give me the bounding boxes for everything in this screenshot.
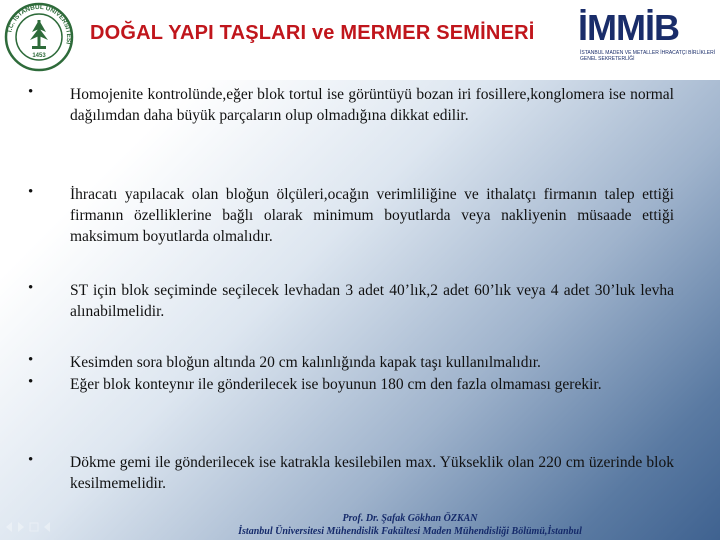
- slide-header: [0, 0, 720, 80]
- bullet-text: Homojenite kontrolünde,eğer blok tortul ise görüntüyü bozan iri fosillere,konglomera ise normal dağılımdan daha büyük parçaların olup olmadığına dikkat edilir.: [70, 86, 674, 124]
- bullet-marker: •: [28, 84, 34, 100]
- svg-text:T.C. İSTANBUL ÜNİVERSİTESİ: T.C. İSTANBUL ÜNİVERSİTESİ: [6, 3, 73, 45]
- bullet-marker: •: [28, 280, 34, 296]
- slide-footer: [110, 512, 710, 538]
- bullet-text: ST için blok seçiminde seçilecek levhadan 3 adet 40’lık,2 adet 60’lık veya 4 adet 30’luk levha alınabilmelidir.: [70, 282, 674, 320]
- immib-wordmark: İMMİB: [578, 7, 679, 48]
- footer-author: Prof. Dr. Şafak Gökhan ÖZKAN: [342, 513, 478, 524]
- svg-text:1453: 1453: [32, 53, 46, 59]
- bullet-text: Dökme gemi ile gönderilecek ise katrakla kesilebilen max. Yükseklik olan 220 cm üzerinde blok kesilmemelidir.: [70, 454, 674, 492]
- bullet-text: Kesimden sora bloğun altında 20 cm kalınlığında kapak taşı kullanılmalıdır.: [70, 354, 541, 371]
- university-seal-icon: [4, 2, 74, 72]
- bullet-marker: •: [28, 374, 34, 390]
- bullet-text: İhracatı yapılacak olan bloğun ölçüleri,ocağın verimliliğine ve ithalatçı firmanın talep ettiği firmanın özelliklerine bağlı olarak minimum boyutlarda veya nakliyenin müsaade ettiği maksimum boyutlarda olmalıdır.: [70, 186, 674, 245]
- bullet-text: Eğer blok konteynır ile gönderilecek ise boyunun 180 cm den fazla olmaması gerekir.: [70, 376, 602, 393]
- bullet-marker: •: [28, 184, 34, 200]
- slide-nav-icons[interactable]: [4, 520, 84, 534]
- slide-title: DOĞAL YAPI TAŞLARI ve MERMER SEMİNERİ: [90, 22, 535, 44]
- bullet-marker: •: [28, 452, 34, 468]
- footer-affiliation: İstanbul Üniversitesi Mühendislik Fakültesi Maden Mühendisliği Bölümü,İstanbul: [238, 526, 582, 537]
- bullet-marker: •: [28, 352, 34, 368]
- immib-logo: [578, 8, 718, 70]
- immib-subtitle: İSTANBUL MADEN VE METALLER İHRACATÇI BİRLİKLERİ GENEL SEKRETERLİĞİ: [580, 50, 716, 62]
